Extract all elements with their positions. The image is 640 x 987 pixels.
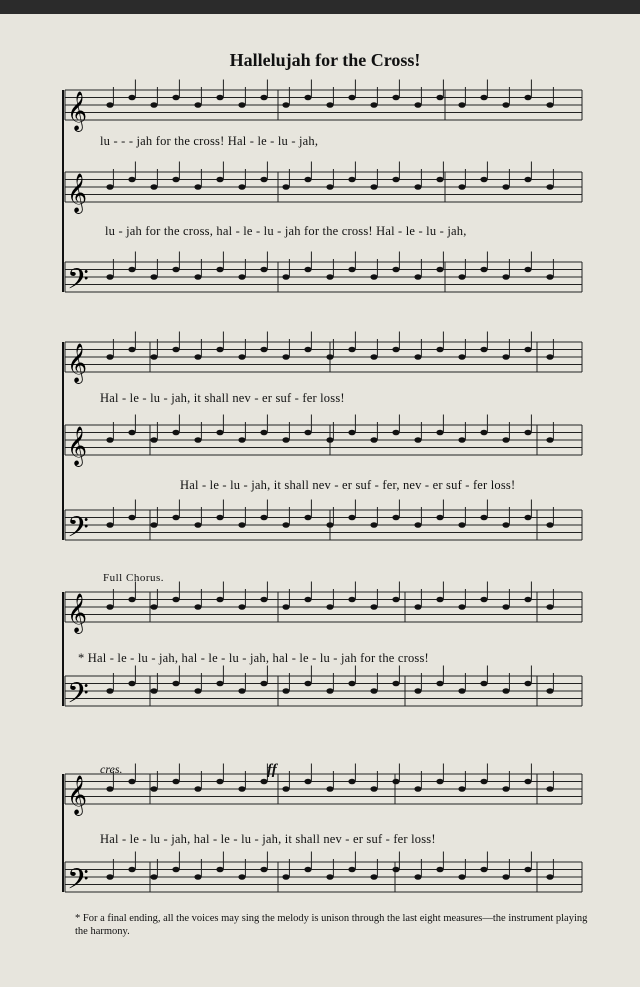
clef-icon: 𝄞 <box>67 173 88 213</box>
note-head <box>128 95 135 101</box>
note-head <box>150 522 157 528</box>
note-head <box>106 102 113 108</box>
note-head <box>502 274 509 280</box>
note-head <box>502 354 509 360</box>
note-head <box>260 779 267 785</box>
clef-icon: 𝄞 <box>67 593 88 633</box>
note-head <box>150 437 157 443</box>
note-head <box>304 430 311 436</box>
note-head <box>546 437 553 443</box>
footnote: * For a final ending, all the voices may sing the melody is unison through the last eight measures—the instrument playing the harmony. <box>75 913 588 937</box>
note-head <box>546 184 553 190</box>
note-head <box>238 522 245 528</box>
note-head <box>260 681 267 687</box>
note-head <box>502 874 509 880</box>
note-head <box>260 597 267 603</box>
staff <box>65 415 582 468</box>
note-head <box>194 874 201 880</box>
note-head <box>480 347 487 353</box>
lyric-line-5: * Hal - le - lu - jah, hal - le - lu - jah, hal - le - lu - jah for the cross! <box>78 651 429 665</box>
note-head <box>150 688 157 694</box>
note-head <box>480 430 487 436</box>
staff <box>65 582 582 635</box>
note-head <box>546 522 553 528</box>
note-head <box>546 354 553 360</box>
note-head <box>216 267 223 273</box>
lyric-line-2: lu - jah for the cross, hal - le - lu - jah for the cross! Hal - le - lu - jah, <box>105 224 467 238</box>
note-head <box>282 184 289 190</box>
note-head <box>436 267 443 273</box>
note-head <box>238 437 245 443</box>
note-head <box>392 867 399 873</box>
clef-icon: 𝄞 <box>67 775 88 815</box>
note-head <box>106 688 113 694</box>
note-head <box>106 874 113 880</box>
note-head <box>370 874 377 880</box>
note-head <box>326 274 333 280</box>
staff <box>65 162 582 215</box>
note-head <box>304 347 311 353</box>
note-head <box>458 102 465 108</box>
clef-icon: 𝄞 <box>67 426 88 466</box>
clef-icon: 𝄢 <box>67 263 89 303</box>
note-head <box>172 95 179 101</box>
note-head <box>172 779 179 785</box>
note-head <box>458 688 465 694</box>
note-head <box>304 681 311 687</box>
note-head <box>524 347 531 353</box>
lyric-line-6: Hal - le - lu - jah, hal - le - lu - jah, it shall nev - er suf - fer loss! <box>100 832 436 846</box>
note-head <box>480 867 487 873</box>
note-head <box>194 522 201 528</box>
note-head <box>348 177 355 183</box>
note-head <box>282 786 289 792</box>
note-head <box>436 95 443 101</box>
note-head <box>260 347 267 353</box>
note-head <box>216 430 223 436</box>
note-head <box>282 274 289 280</box>
note-head <box>282 354 289 360</box>
note-head <box>128 681 135 687</box>
note-head <box>480 95 487 101</box>
note-head <box>326 437 333 443</box>
note-head <box>480 177 487 183</box>
note-head <box>106 522 113 528</box>
note-head <box>128 515 135 521</box>
note-head <box>436 347 443 353</box>
note-head <box>106 604 113 610</box>
note-head <box>524 867 531 873</box>
note-head <box>524 515 531 521</box>
note-head <box>194 274 201 280</box>
note-head <box>414 184 421 190</box>
note-head <box>392 430 399 436</box>
note-head <box>238 184 245 190</box>
note-head <box>370 437 377 443</box>
note-head <box>392 515 399 521</box>
note-head <box>546 274 553 280</box>
note-head <box>172 515 179 521</box>
note-head <box>524 177 531 183</box>
note-head <box>150 354 157 360</box>
note-head <box>392 597 399 603</box>
note-head <box>348 95 355 101</box>
note-head <box>348 867 355 873</box>
note-head <box>326 522 333 528</box>
note-head <box>150 786 157 792</box>
note-head <box>194 786 201 792</box>
note-head <box>128 779 135 785</box>
note-head <box>480 779 487 785</box>
note-head <box>282 874 289 880</box>
note-head <box>436 177 443 183</box>
note-head <box>414 102 421 108</box>
note-head <box>238 688 245 694</box>
note-head <box>216 347 223 353</box>
note-head <box>304 177 311 183</box>
staff <box>65 252 582 304</box>
note-head <box>414 874 421 880</box>
note-head <box>128 430 135 436</box>
note-head <box>370 274 377 280</box>
note-head <box>172 267 179 273</box>
note-head <box>414 688 421 694</box>
note-head <box>282 522 289 528</box>
note-head <box>392 267 399 273</box>
note-head <box>370 102 377 108</box>
note-head <box>194 102 201 108</box>
note-head <box>414 786 421 792</box>
lyric-line-3: Hal - le - lu - jah, it shall nev - er suf - fer loss! <box>100 391 345 405</box>
note-head <box>458 437 465 443</box>
note-head <box>392 779 399 785</box>
note-head <box>238 604 245 610</box>
note-head <box>128 347 135 353</box>
note-head <box>480 681 487 687</box>
note-head <box>106 437 113 443</box>
note-head <box>370 604 377 610</box>
note-head <box>524 681 531 687</box>
note-head <box>326 874 333 880</box>
note-head <box>304 515 311 521</box>
note-head <box>502 522 509 528</box>
note-head <box>128 867 135 873</box>
note-head <box>458 522 465 528</box>
note-head <box>458 874 465 880</box>
note-head <box>194 184 201 190</box>
note-head <box>106 354 113 360</box>
clef-icon: 𝄢 <box>67 677 89 717</box>
note-head <box>458 184 465 190</box>
note-head <box>304 95 311 101</box>
note-head <box>216 95 223 101</box>
note-head <box>502 786 509 792</box>
note-head <box>238 274 245 280</box>
note-head <box>370 786 377 792</box>
note-head <box>326 184 333 190</box>
note-head <box>216 515 223 521</box>
note-head <box>128 267 135 273</box>
staff <box>65 500 582 552</box>
lyric-line-4: Hal - le - lu - jah, it shall nev - er suf - fer, nev - er suf - fer loss! <box>180 478 516 492</box>
note-head <box>348 267 355 273</box>
note-head <box>502 102 509 108</box>
note-head <box>436 779 443 785</box>
note-head <box>436 867 443 873</box>
note-head <box>282 437 289 443</box>
note-head <box>480 267 487 273</box>
page-title: Hallelujah for the Cross! <box>229 50 421 70</box>
lyric-line-1: lu - - - jah for the cross! Hal - le - lu - jah, <box>100 134 319 148</box>
note-head <box>458 354 465 360</box>
note-head <box>150 604 157 610</box>
note-head <box>370 184 377 190</box>
note-head <box>216 681 223 687</box>
note-head <box>172 597 179 603</box>
note-head <box>194 437 201 443</box>
note-head <box>216 867 223 873</box>
note-head <box>282 102 289 108</box>
clef-icon: 𝄢 <box>67 511 89 551</box>
note-head <box>546 102 553 108</box>
staff <box>65 332 582 385</box>
note-head <box>458 604 465 610</box>
note-head <box>524 95 531 101</box>
note-head <box>260 95 267 101</box>
note-head <box>414 604 421 610</box>
note-head <box>458 274 465 280</box>
note-head <box>216 177 223 183</box>
note-head <box>260 867 267 873</box>
note-head <box>194 354 201 360</box>
note-head <box>194 604 201 610</box>
note-head <box>304 267 311 273</box>
note-head <box>260 267 267 273</box>
note-head <box>502 688 509 694</box>
note-head <box>172 681 179 687</box>
note-head <box>304 779 311 785</box>
cres-marker: cres. <box>100 762 123 776</box>
note-head <box>326 354 333 360</box>
note-head <box>150 274 157 280</box>
note-head <box>546 604 553 610</box>
note-head <box>326 786 333 792</box>
note-head <box>502 184 509 190</box>
note-head <box>392 177 399 183</box>
note-head <box>502 604 509 610</box>
note-head <box>172 867 179 873</box>
staff <box>65 666 582 718</box>
clef-icon: 𝄢 <box>67 863 89 903</box>
note-head <box>414 354 421 360</box>
note-head <box>414 274 421 280</box>
note-head <box>392 95 399 101</box>
note-head <box>216 597 223 603</box>
note-head <box>128 597 135 603</box>
note-head <box>172 430 179 436</box>
staff <box>65 852 582 904</box>
note-head <box>260 430 267 436</box>
note-head <box>150 184 157 190</box>
note-head <box>326 102 333 108</box>
note-head <box>546 786 553 792</box>
note-head <box>326 604 333 610</box>
note-head <box>348 515 355 521</box>
note-head <box>524 267 531 273</box>
note-head <box>392 347 399 353</box>
note-head <box>480 515 487 521</box>
note-head <box>282 688 289 694</box>
ff-dynamic-marker: ff <box>267 762 277 778</box>
note-head <box>348 347 355 353</box>
note-head <box>524 597 531 603</box>
note-head <box>172 177 179 183</box>
note-head <box>106 184 113 190</box>
note-head <box>436 515 443 521</box>
note-head <box>150 102 157 108</box>
note-head <box>458 786 465 792</box>
note-head <box>106 786 113 792</box>
note-head <box>238 354 245 360</box>
staff <box>65 764 582 817</box>
note-head <box>546 688 553 694</box>
note-head <box>348 430 355 436</box>
note-head <box>436 597 443 603</box>
note-head <box>480 597 487 603</box>
note-head <box>392 681 399 687</box>
note-head <box>304 867 311 873</box>
note-head <box>216 779 223 785</box>
note-head <box>238 786 245 792</box>
note-head <box>436 430 443 436</box>
note-head <box>348 779 355 785</box>
note-head <box>128 177 135 183</box>
note-head <box>348 681 355 687</box>
note-head <box>414 437 421 443</box>
note-head <box>370 688 377 694</box>
note-head <box>106 274 113 280</box>
note-head <box>172 347 179 353</box>
note-head <box>326 688 333 694</box>
note-head <box>238 874 245 880</box>
clef-icon: 𝄞 <box>67 343 88 383</box>
note-head <box>502 437 509 443</box>
note-head <box>370 522 377 528</box>
note-head <box>370 354 377 360</box>
note-head <box>546 874 553 880</box>
note-head <box>150 874 157 880</box>
note-head <box>238 102 245 108</box>
staff <box>65 80 582 133</box>
note-head <box>414 522 421 528</box>
note-head <box>524 779 531 785</box>
note-head <box>260 177 267 183</box>
note-head <box>282 604 289 610</box>
note-head <box>304 597 311 603</box>
note-head <box>260 515 267 521</box>
note-head <box>194 688 201 694</box>
note-head <box>348 597 355 603</box>
full-chorus-marker: Full Chorus. <box>103 572 165 584</box>
note-head <box>436 681 443 687</box>
clef-icon: 𝄞 <box>67 91 88 131</box>
note-head <box>524 430 531 436</box>
